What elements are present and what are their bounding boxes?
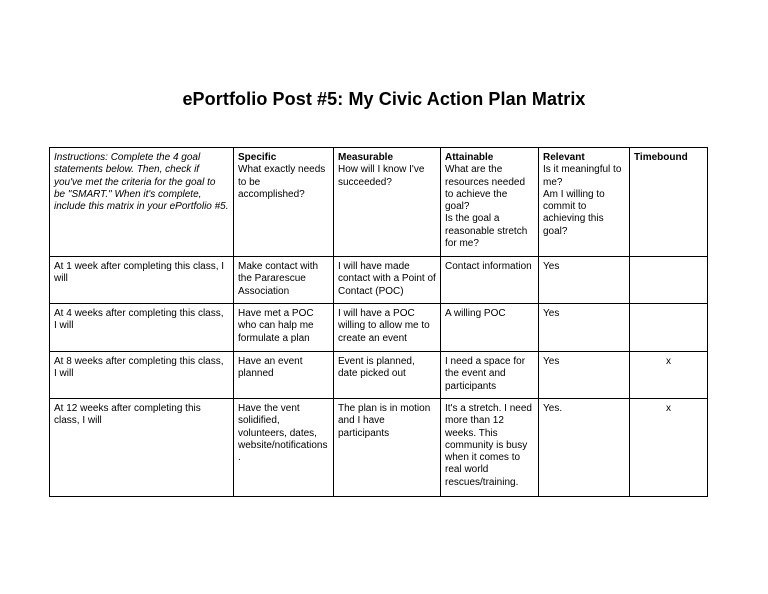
row-label: At 1 week after completing this class, I will	[50, 257, 234, 304]
row-label: At 8 weeks after completing this class, I will	[50, 352, 234, 399]
header-row	[50, 148, 708, 257]
header-title-measurable: Measurable	[338, 152, 394, 163]
relevant-cell: Yes.	[539, 399, 630, 497]
row-label: At 12 weeks after completing this class, I will	[50, 399, 234, 497]
relevant-cell: Yes	[539, 352, 630, 399]
relevant-cell: Yes	[539, 257, 630, 304]
attainable-cell: It's a stretch. I need more than 12 weeks. This community is busy when it comes to real world rescues/training.	[441, 399, 539, 497]
header-cell-measurable	[334, 148, 441, 257]
header-desc-measurable: How will I know I've succeeded?	[338, 164, 425, 188]
header-title-timebound: Timebound	[634, 152, 688, 163]
instructions-cell	[50, 148, 234, 257]
attainable-cell: I need a space for the event and participants	[441, 352, 539, 399]
civic-action-plan-matrix	[49, 147, 708, 497]
header-title-relevant: Relevant	[543, 152, 585, 163]
timebound-cell: x	[630, 352, 708, 399]
timebound-cell: x	[630, 399, 708, 497]
instructions-text: Instructions: Complete the 4 goal statements below. Then, check if you've met the criteria for the goal to be "SMART." When it's complete, include this matrix in your ePortfolio #5.	[54, 152, 229, 213]
table-row	[50, 352, 708, 399]
specific-cell: Make contact with the Pararescue Association	[234, 257, 334, 304]
relevant-cell: Yes	[539, 304, 630, 352]
specific-cell: Have an event planned	[234, 352, 334, 399]
timebound-cell	[630, 257, 708, 304]
measurable-cell: The plan is in motion and I have participants	[334, 399, 441, 497]
measurable-cell: I will have a POC willing to allow me to create an event	[334, 304, 441, 352]
specific-cell: Have met a POC who can halp me formulate a plan	[234, 304, 334, 352]
header-title-specific: Specific	[238, 152, 277, 163]
measurable-cell: Event is planned, date picked out	[334, 352, 441, 399]
measurable-cell: I will have made contact with a Point of Contact (POC)	[334, 257, 441, 304]
table-row	[50, 257, 708, 304]
header-cell-attainable	[441, 148, 539, 257]
header-cell-relevant	[539, 148, 630, 257]
header-cell-timebound	[630, 148, 708, 257]
page-title: ePortfolio Post #5: My Civic Action Plan Matrix	[182, 89, 586, 109]
attainable-cell: Contact information	[441, 257, 539, 304]
timebound-cell	[630, 304, 708, 352]
header-cell-specific	[234, 148, 334, 257]
header-desc-specific: What exactly needs to be accomplished?	[238, 164, 326, 200]
row-label: At 4 weeks after completing this class, I will	[50, 304, 234, 352]
header-desc-relevant: Is it meaningful to me? Am I willing to commit to achieving this goal?	[543, 164, 622, 237]
table-row	[50, 304, 708, 352]
specific-cell: Have the vent solidified, volunteers, dates, website/notifications.	[234, 399, 334, 497]
table-row	[50, 399, 708, 497]
header-desc-attainable: What are the resources needed to achieve the goal? Is the goal a reasonable stretch for me?	[445, 164, 528, 250]
header-title-attainable: Attainable	[445, 152, 494, 163]
attainable-cell: A willing POC	[441, 304, 539, 352]
